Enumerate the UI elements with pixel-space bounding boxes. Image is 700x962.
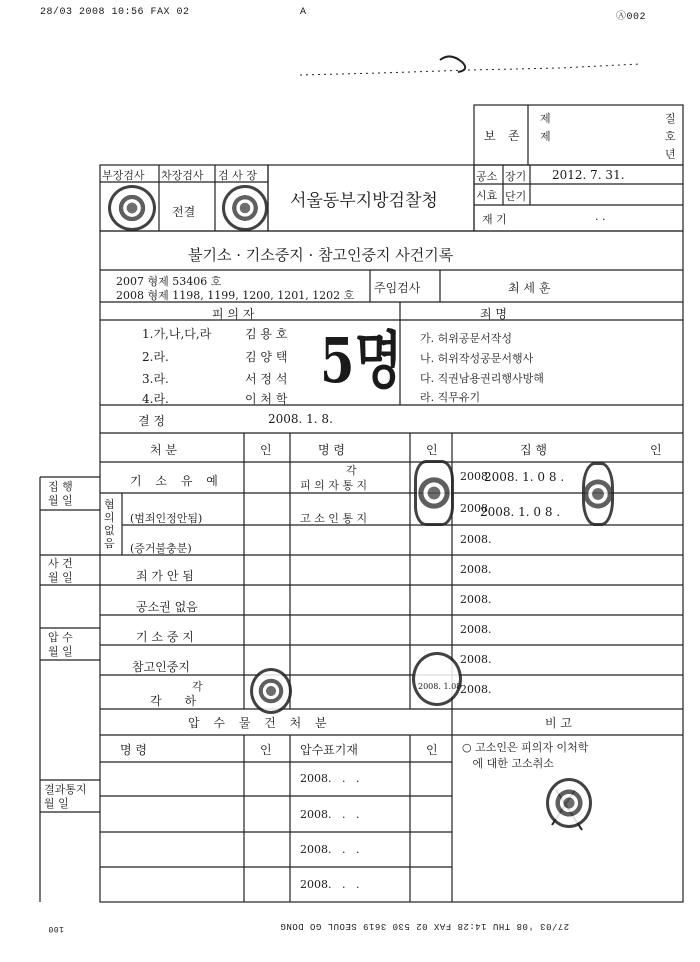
disposition-row-7-exec: 2008.: [460, 653, 492, 666]
suspect-2-num: 2.라.: [142, 350, 169, 364]
preservation-label-bo: 보: [484, 129, 496, 143]
suspect-3-num: 3.라.: [142, 372, 169, 386]
disposition-stamp-header: 인: [260, 443, 272, 457]
disposition-row-8-label: 각 하: [150, 694, 197, 708]
offenses-header: 죄 명: [480, 307, 507, 321]
statute-jaegi-label: 재 기: [482, 213, 507, 226]
chief-seal-stamp: [222, 185, 268, 231]
preservation-unit-1: 질: [665, 112, 676, 125]
preservation-unit-2: 호: [665, 130, 676, 143]
fax-header-left: 28/03 2008 10:56 FAX 02: [40, 7, 190, 18]
approval-header-chief: 검 사 장: [218, 169, 257, 182]
preservation-unit-3: 년: [665, 148, 676, 161]
suspect-4-num: 4.라.: [142, 392, 169, 406]
side-label-seizure-date: 압 수 월 일: [48, 631, 73, 658]
seizure-stamp-header-1: 인: [260, 743, 272, 757]
suspects-header: 피 의 자: [212, 307, 255, 321]
preservation-je-1: 제: [540, 112, 551, 125]
execution-stamp-header: 인: [650, 443, 662, 457]
disposition-row-2-exec-written: 2008. 1. 0 8 .: [480, 505, 561, 519]
execution-stamp-1: [582, 462, 614, 526]
footer-left: 100: [48, 924, 64, 933]
decision-label: 결 정: [138, 414, 165, 428]
disposition-row-8-note: 각: [192, 680, 203, 693]
disposition-row-1-note: 각: [346, 464, 357, 477]
case-number-line-1: 2007 형제 53406 호: [116, 275, 222, 288]
disposition-row-2-exec: 2008: [460, 502, 488, 515]
office-name: 서울동부지방검찰청: [290, 191, 438, 211]
offense-3: 다. 직권남용권리행사방해: [420, 372, 544, 385]
seizure-order-header: 명 령: [120, 743, 147, 757]
statute-label-siho: 시효: [476, 189, 498, 202]
prosecutor-name: 최 세 훈: [508, 281, 551, 295]
seizure-form-header: 압수표기재: [300, 743, 358, 757]
approval-stamp: [108, 185, 156, 231]
statute-jaegi-value: . .: [595, 210, 606, 223]
approval-jeongyeol: 전결: [172, 205, 196, 219]
statute-long-value: 2012. 7. 31.: [552, 168, 625, 182]
offense-1: 가. 허위공문서작성: [420, 332, 513, 345]
fax-header-center: A: [300, 7, 307, 18]
disposition-row-3-exec: 2008.: [460, 533, 492, 546]
statute-long-label: 장기: [505, 170, 527, 183]
suspect-3-name: 서 정 석: [245, 372, 288, 386]
remark-stamp: [546, 778, 592, 828]
disposition-row-2-order: 고 소 인 통 지: [300, 512, 368, 525]
footer-fax-line: 27/03 '08 THU 14:28 FAX 02 530 3619 SEOUL GO DONG: [280, 921, 570, 931]
preservation-je-2: 제: [540, 130, 551, 143]
decision-date: 2008. 1. 8.: [268, 412, 333, 426]
suspect-count-stamp: 5명: [320, 324, 403, 397]
disposition-row-1-label: 기 소 유 예: [130, 474, 223, 488]
disposition-row-2-label: (범죄인정안됨): [130, 512, 203, 525]
preservation-label-jon: 존: [508, 129, 520, 143]
disposition-row-6-exec: 2008.: [460, 623, 492, 636]
execution-header: 집 행: [520, 443, 547, 457]
approval-header-deputy: 차장검사: [161, 169, 204, 182]
fax-header-right: Ⓐ002: [616, 12, 647, 23]
suspect-4-name: 이 처 학: [245, 392, 288, 406]
disposition-row-4-label: 죄 가 안 됨: [136, 569, 194, 583]
case-number-line-2: 2008 형제 1198, 1199, 1200, 1201, 1202 호: [116, 289, 355, 302]
disposition-row-1-exec: 2008: [460, 470, 488, 483]
statute-short-label: 단기: [505, 190, 527, 203]
disposition-row-3-label: (증거불충분): [130, 542, 192, 555]
disposition-row-8-exec: 2008.: [460, 683, 492, 696]
disposition-row-1-order: 피 의 자 통 지: [300, 479, 368, 492]
seizure-row-2: 2008. . .: [300, 808, 360, 821]
side-label-result-date: 결과통지 월 일: [44, 783, 87, 810]
notice-stamp-1: [414, 460, 454, 526]
statute-label-gongso: 공소: [476, 170, 498, 183]
suspect-1-num: 1.가,나,다,라: [142, 327, 212, 341]
side-label-execution-date: 집 행 월 일: [48, 480, 73, 507]
suspect-1-name: 김 용 호: [245, 327, 288, 341]
hyeomui-eopseum-label: 혐의없음: [104, 498, 115, 550]
seizure-row-3: 2008. . .: [300, 843, 360, 856]
disposition-header: 처 분: [150, 443, 177, 457]
date-stamp: [412, 652, 462, 706]
side-label-case-date: 사 건 월 일: [48, 557, 73, 584]
disposition-row-6-label: 기 소 중 지: [136, 630, 194, 644]
notice-stamp-header: 인: [426, 443, 438, 457]
disposition-row-4-exec: 2008.: [460, 563, 492, 576]
notice-header: 명 령: [318, 443, 345, 457]
prosecutor-label: 주임검사: [374, 281, 421, 295]
seizure-header: 압 수 물 건 처 분: [188, 716, 332, 730]
seizure-row-1: 2008. . .: [300, 772, 360, 785]
remarks-header: 비 고: [545, 716, 572, 730]
offense-2: 나. 허위작성공문서행사: [420, 352, 534, 365]
disposition-row-7-label: 참고인중지: [132, 660, 190, 674]
date-stamp-text: 2008. 1.08: [418, 682, 462, 691]
remark-text: ○ 고소인은 피의자 이처학 에 대한 고소취소: [462, 741, 589, 770]
approval-header-director: 부장검사: [102, 169, 145, 182]
seizure-row-4: 2008. . .: [300, 878, 360, 891]
record-title: 불기소 · 기소중지 · 참고인중지 사건기록: [188, 246, 454, 264]
suspect-2-name: 김 양 택: [245, 350, 288, 364]
disposition-row-5-label: 공소권 없음: [136, 600, 198, 614]
seizure-stamp-header-2: 인: [426, 743, 438, 757]
disposition-stamp-8: [250, 668, 292, 714]
offense-4: 라. 직무유기: [420, 391, 481, 404]
disposition-row-5-exec: 2008.: [460, 593, 492, 606]
disposition-row-1-exec-written: 2008. 1. 0 8 .: [484, 470, 565, 484]
